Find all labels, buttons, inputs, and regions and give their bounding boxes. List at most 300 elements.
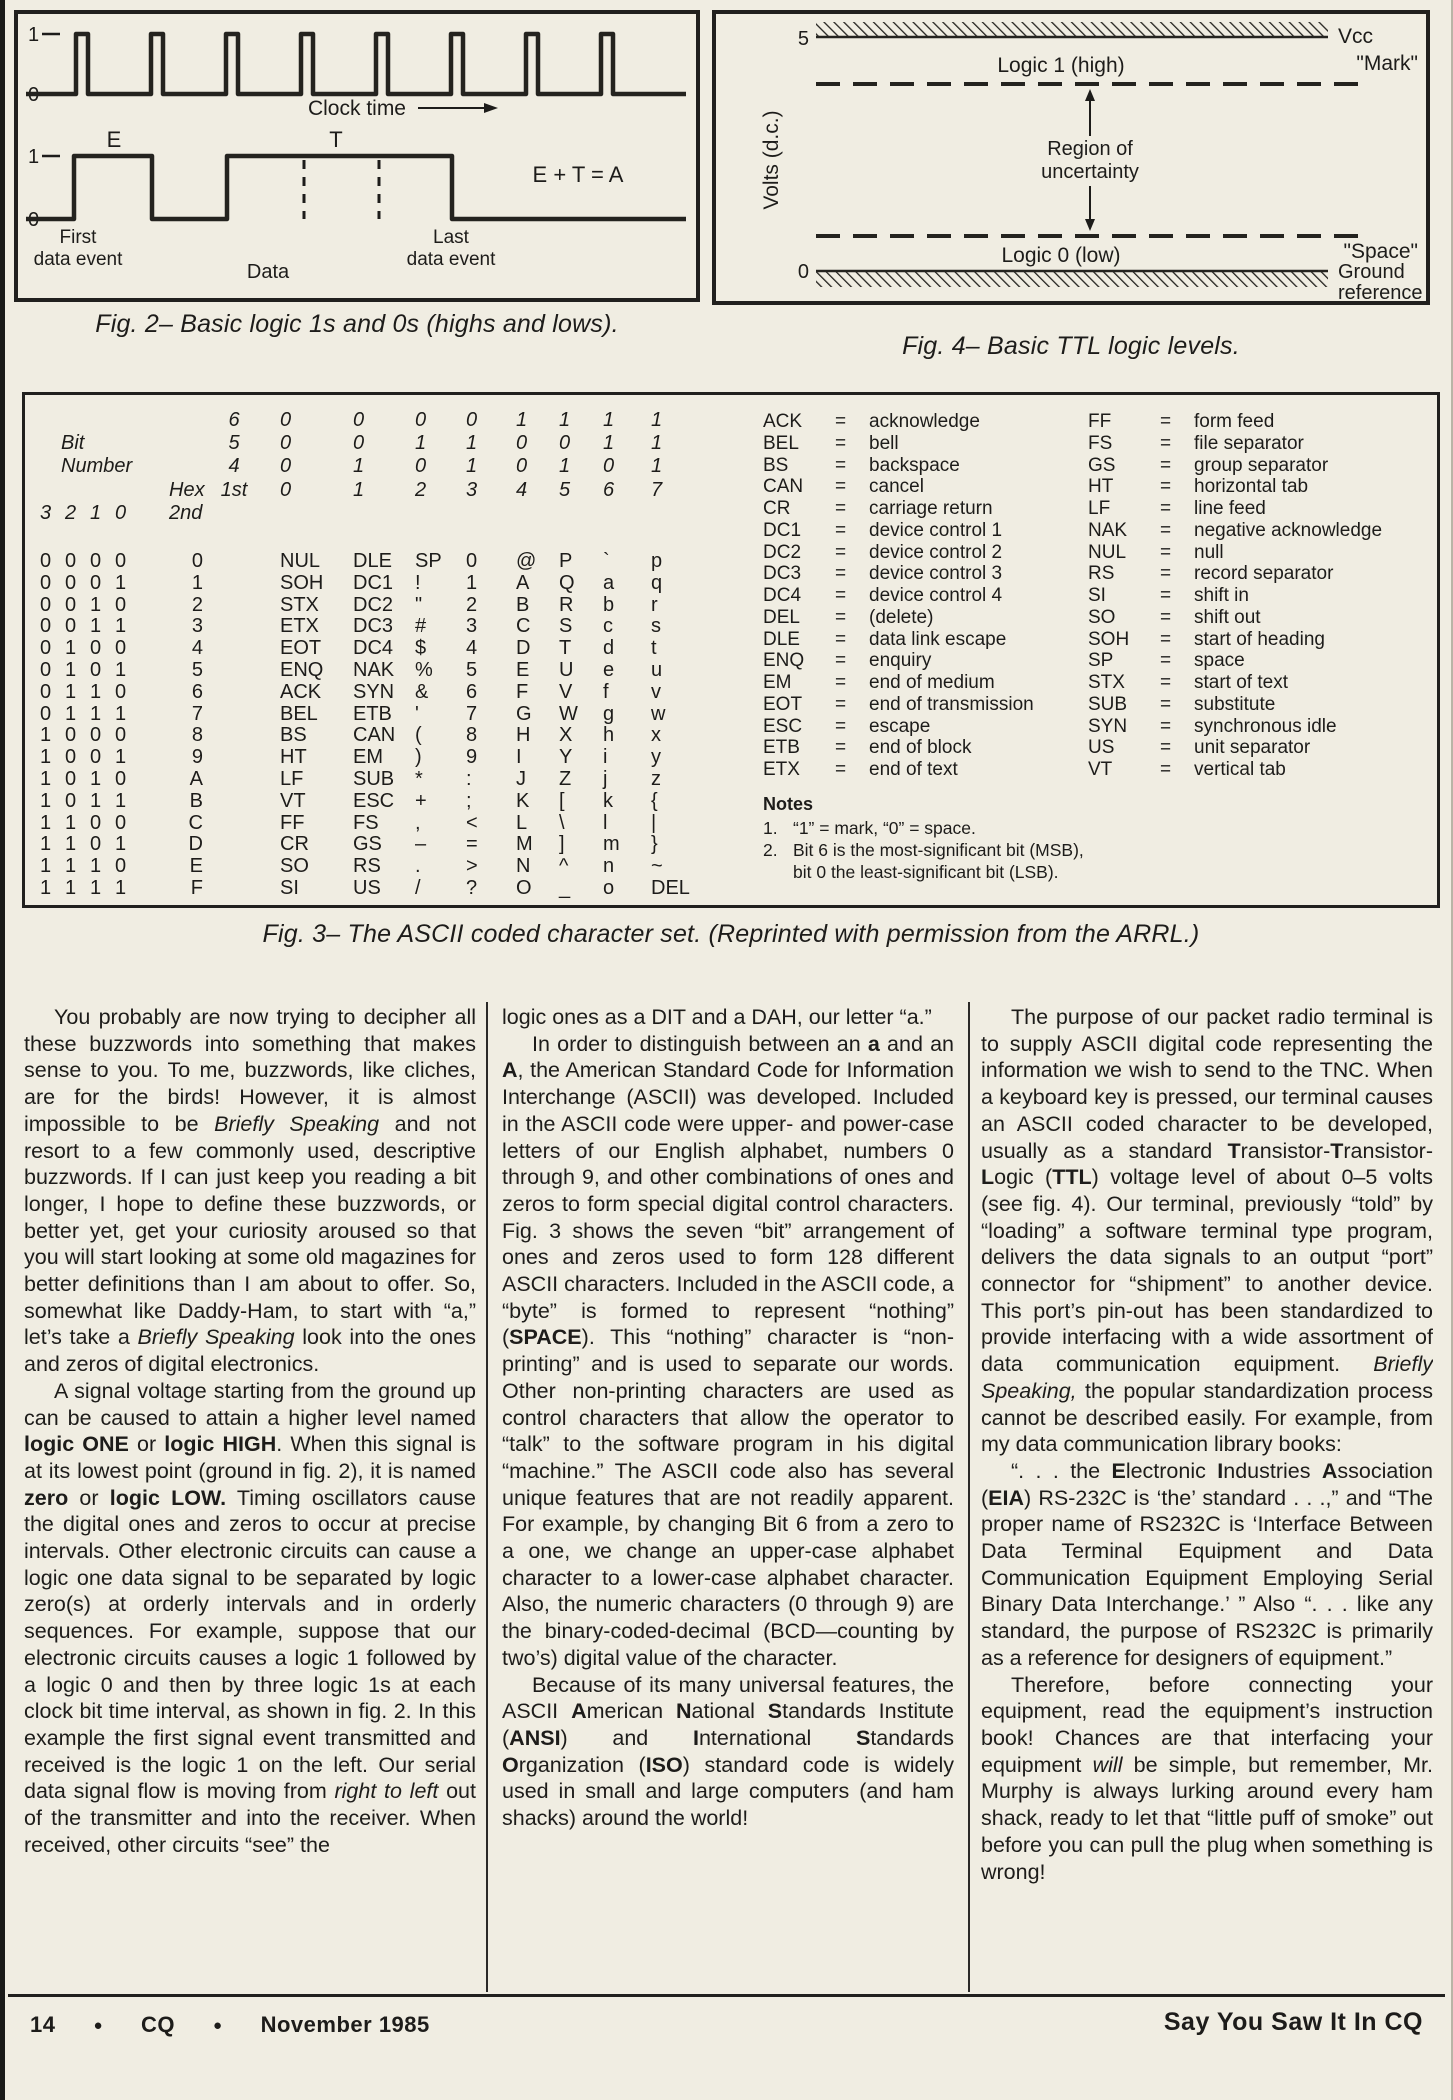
ascii-table-row: [25, 638, 711, 660]
ascii-char: h: [603, 724, 615, 747]
legend-meaning: end of text: [869, 759, 958, 780]
legend-equals: =: [1160, 606, 1172, 628]
scan-edge: [0, 0, 5, 2100]
hex-first-value: 5: [559, 478, 571, 501]
legend-equals: =: [1160, 628, 1172, 650]
bit-value: 1: [89, 789, 102, 812]
legend-item: [741, 629, 1076, 651]
legend-abbr: SI: [1088, 585, 1106, 606]
ascii-char: w: [651, 702, 666, 725]
legend-abbr: STX: [1088, 672, 1125, 693]
ascii-table-row: [25, 551, 711, 573]
legend-item: [741, 433, 1076, 455]
bit-value: 1: [114, 833, 127, 856]
hex-first-value: 6: [603, 478, 615, 501]
clock-low-label: 0: [28, 84, 40, 106]
ascii-table-row: [25, 432, 711, 455]
bit-value: 0: [114, 724, 127, 747]
ascii-table-row: [25, 479, 711, 502]
bit-value: 0: [64, 746, 77, 769]
header-bit-value: 1: [415, 432, 427, 455]
legend-meaning: null: [1194, 541, 1224, 563]
legend-item: [741, 476, 1076, 498]
data-low-label: 0: [28, 209, 40, 231]
hex-second-label: 2nd: [169, 501, 203, 524]
ascii-table-row: [25, 455, 711, 478]
ascii-char: A: [516, 571, 530, 594]
ascii-char: ": [415, 593, 423, 616]
hex-first-value: 7: [651, 478, 663, 501]
clock-waveform: [26, 34, 686, 94]
legend-equals: =: [1160, 454, 1172, 476]
legend-item: [1066, 716, 1436, 738]
ascii-char: J: [516, 767, 526, 790]
legend-meaning: carriage return: [869, 498, 993, 519]
fig2-caption: Fig. 2– Basic logic 1s and 0s (highs and lows).: [95, 310, 619, 338]
legend-item: [741, 542, 1076, 564]
legend-meaning: negative acknowledge: [1194, 519, 1383, 541]
legend-meaning: shift out: [1194, 606, 1261, 628]
legend-item: [741, 650, 1076, 672]
legend-item: [1066, 585, 1436, 607]
legend-item: [741, 520, 1076, 542]
header-bit-value: 1: [559, 455, 571, 478]
legend-meaning: backspace: [869, 454, 960, 476]
legend-equals: =: [835, 715, 847, 737]
bit-value: 0: [114, 549, 127, 572]
legend-meaning: unit separator: [1194, 737, 1311, 759]
legend-equals: =: [1160, 411, 1172, 432]
bit-value: 0: [64, 767, 77, 790]
bit-value: 0: [64, 724, 77, 747]
legend-item: [741, 455, 1076, 477]
bit-value: 0: [89, 746, 102, 769]
legend-abbr: DC4: [763, 585, 802, 606]
paragraph: “. . . the Electronic Industries Association (EIA) RS-232C is ‘the’ standard . . .,” and “The proper name of RS232C is ‘Interface Between Data Terminal Equipment and Data Communication Equipment Employing Serial Binary Data Interchange.’ ” Also “. . . like any standard, the purpose of RS232C is primarily as a reference for designers of equipment.”: [981, 1458, 1433, 1670]
legend-item: [1066, 672, 1436, 694]
ascii-char: \: [559, 811, 565, 834]
legend-abbr: SOH: [1088, 628, 1130, 650]
hex-value: 5: [191, 658, 203, 681]
bit-number-label: Number: [61, 455, 133, 478]
ascii-char: ESC: [353, 789, 395, 812]
ascii-char: H: [516, 724, 531, 747]
header-bit-value: 1: [651, 455, 663, 478]
legend-item: [741, 563, 1076, 585]
legend-equals: =: [835, 563, 847, 585]
ascii-char: f: [603, 680, 609, 703]
ascii-char: 5: [466, 658, 478, 681]
ascii-char: EOT: [280, 637, 322, 660]
ascii-char: @: [516, 549, 537, 572]
ascii-char: M: [516, 833, 533, 856]
region-label: uncertainty: [1041, 161, 1139, 183]
low-bit-label: 2: [64, 501, 77, 524]
ascii-char: ;: [466, 789, 472, 812]
header-bit-value: 1: [353, 455, 365, 478]
column-divider: [486, 1002, 488, 1992]
hex-value: D: [188, 833, 203, 856]
ascii-char: %: [415, 658, 433, 681]
bit-value: 1: [114, 702, 127, 725]
header-bit-value: 0: [516, 455, 528, 478]
zero-volt-tick: 0: [797, 261, 809, 283]
ascii-char: L: [516, 811, 528, 834]
ascii-char: US: [353, 876, 381, 899]
legend-equals: =: [1160, 498, 1172, 519]
ascii-char: SO: [280, 855, 309, 878]
legend-equals: =: [835, 759, 847, 780]
bit-value: 0: [64, 571, 77, 594]
bit-value: 1: [64, 637, 77, 660]
header-bit-value: 1: [516, 409, 528, 431]
legend-equals: =: [1160, 563, 1172, 585]
header-bit-value: 0: [603, 455, 615, 478]
ascii-char: <: [466, 811, 478, 834]
ground-reference-label: reference: [1338, 282, 1423, 301]
ascii-char: DC1: [353, 571, 394, 594]
legend-equals: =: [835, 432, 847, 454]
legend-item: [741, 498, 1076, 520]
legend-abbr: RS: [1088, 563, 1115, 585]
ascii-char: G: [516, 702, 532, 725]
bit-value: 0: [89, 637, 102, 660]
legend-abbr: CR: [763, 498, 791, 519]
ascii-char: }: [651, 833, 658, 856]
ascii-char: n: [603, 855, 615, 878]
legend-abbr: ETX: [763, 759, 800, 780]
legend-meaning: start of heading: [1194, 628, 1325, 650]
clock-high-label: 1: [28, 24, 40, 46]
header-bit-value: 0: [516, 432, 528, 455]
bit-value: 0: [39, 615, 52, 638]
ascii-char: *: [415, 767, 423, 790]
legend-abbr: LF: [1088, 498, 1111, 519]
bit-value: 1: [89, 593, 102, 616]
bit-value: 0: [89, 724, 102, 747]
ascii-char: ,: [415, 811, 421, 834]
bit-value: 1: [114, 658, 127, 681]
hex-value: 1: [191, 571, 203, 594]
ascii-char: 1: [466, 571, 478, 594]
ground-reference-label: Ground: [1338, 261, 1405, 283]
ascii-char: {: [651, 789, 658, 812]
bit-value: 1: [114, 876, 127, 899]
legend-meaning: device control 3: [869, 563, 1003, 585]
header-bit-value: 0: [280, 432, 292, 455]
volts-axis-label: Volts (d.c.): [760, 110, 783, 210]
legend-item: [1066, 411, 1436, 433]
notes-title: Notes: [763, 793, 814, 814]
bit-value: 1: [39, 767, 52, 790]
legend-meaning: group separator: [1194, 454, 1329, 476]
hex-value: B: [189, 789, 203, 812]
legend-item: [1066, 737, 1436, 759]
bit-value: 1: [64, 876, 77, 899]
footer-slogan: Say You Saw It In CQ: [1163, 2008, 1423, 2036]
hex-value: A: [189, 767, 203, 790]
bit-value: 1: [114, 615, 127, 638]
legend-equals: =: [835, 672, 847, 693]
paragraph: In order to distinguish between an a and an A, the American Standard Code for Information Interchange (ASCII) was developed. Included in the ASCII code were upper- and power-case letters of our English alphabet, numbers 0 through 9, and other combinations of ones and zeros to form special digital control characters. Fig. 3 shows the seven “bit” arrangement of ones and zeros used to form 128 different ASCII characters. Included in the ASCII code, a “byte” is formed to represent “nothing” (SPACE). This “nothing” character is “non-printing” and is used to separate our words. Other non-printing characters are used as control characters that allow the operator to “talk” to the software program in his digital “machine.” The ASCII code also has several unique features that are not readily apparent. For example, by changing Bit 6 from a zero to a one, we change an upper-case alphabet character to a lower-case alphabet character. Also, the numeric characters (0 through 9) are the binary-coded-decimal (BCD—counting by two’s) digital value of the character.: [502, 1031, 954, 1670]
first-data-event-label: data event: [33, 249, 123, 270]
fig4-svg: [716, 14, 1426, 301]
legend-abbr: DEL: [763, 606, 800, 628]
ascii-char: |: [651, 811, 657, 834]
hex-value: 2: [191, 593, 203, 616]
ascii-char: DLE: [353, 549, 392, 572]
legend-abbr: US: [1088, 737, 1115, 759]
ascii-char: 3: [466, 615, 478, 638]
ascii-char: x: [651, 724, 661, 747]
bit-value: 0: [64, 593, 77, 616]
low-bit-label: 3: [39, 501, 52, 524]
ascii-char: F: [516, 680, 529, 703]
ascii-char: CAN: [353, 724, 396, 747]
legend-abbr: ESC: [763, 715, 803, 737]
bit-value: 0: [89, 549, 102, 572]
ascii-char: BEL: [280, 702, 318, 725]
magazine-name: CQ: [141, 2012, 176, 2037]
ascii-char: DC3: [353, 615, 394, 638]
ascii-char: K: [516, 789, 530, 812]
ascii-char: d: [603, 637, 615, 660]
ascii-legend-column-a: [741, 411, 1084, 883]
paragraph: logic ones as a DIT and a DAH, our letter “a.”: [502, 1005, 932, 1029]
bit-value: 0: [64, 549, 77, 572]
ascii-char: RS: [353, 855, 381, 878]
bullet-icon: ●: [213, 2016, 223, 2034]
fig3-caption: Fig. 3– The ASCII coded character set. (Reprinted with permission from the ARRL.): [262, 920, 1200, 948]
ascii-char: `: [603, 549, 610, 572]
hex-value: F: [190, 876, 203, 899]
legend-meaning: substitute: [1194, 693, 1276, 715]
ascii-char: m: [603, 833, 620, 856]
legend-item: [741, 759, 1076, 781]
legend-item: [1066, 650, 1436, 672]
ascii-char: LF: [280, 767, 304, 790]
legend-abbr: DC2: [763, 541, 802, 563]
legend-meaning: line feed: [1194, 498, 1266, 519]
ascii-char: ): [415, 746, 422, 769]
ascii-char: N: [516, 855, 531, 878]
legend-abbr: VT: [1088, 759, 1113, 780]
legend-item: [741, 694, 1076, 716]
paragraph: A signal voltage starting from the ground up can be caused to attain a higher level named logic ONE or logic HIGH. When this signal is at its lowest point (ground in fig. 2), it is named zero or logic LOW. Timing oscillators cause the digital ones and zeros to occur at precise intervals. Other electronic circuits can cause a logic one data signal to be separated by logic zero(s) at orderly intervals and in orderly sequences. For example, suppose that our electronic circuits causes a logic 1 followed by a logic 0 and then by three logic 1s at each clock bit time interval, as shown in fig. 2. In this example the first signal event transmitted and received is the logic 1 on the left. Our serial data signal flow is moving from right to left out of the transmitter and into the receiver. When received, other circuits “see” the: [24, 1378, 476, 1857]
ascii-char: DC4: [353, 637, 394, 660]
bit-value: 1: [89, 702, 102, 725]
ascii-char: b: [603, 593, 615, 616]
ascii-char: ACK: [280, 680, 322, 703]
legend-abbr: GS: [1088, 454, 1116, 476]
legend-equals: =: [835, 737, 847, 759]
ascii-table-row: [25, 747, 711, 769]
legend-abbr: EOT: [763, 693, 803, 715]
paragraph: Therefore, before connecting your equipment, read the equipment’s instruction book! Chances are that interfacing your equipment will be simple, but remember, Mr. Murphy is always lurking around every ham shack, ready to let that “little puff of smoke” out before you can pull the plug when something is wrong!: [981, 1672, 1433, 1884]
legend-meaning: end of block: [869, 737, 972, 759]
first-data-event-label: First: [59, 227, 97, 248]
ascii-char: R: [559, 593, 574, 616]
hex-first-label: 1st: [220, 478, 248, 501]
legend-abbr: ACK: [763, 411, 803, 432]
fig4-caption: Fig. 4– Basic TTL logic levels.: [902, 332, 1240, 360]
hex-first-value: 4: [516, 478, 528, 501]
bit-value: 1: [39, 724, 52, 747]
bit-index: 4: [228, 455, 240, 478]
header-bit-value: 1: [603, 409, 615, 431]
ascii-legend-column-b: [1066, 411, 1436, 781]
ascii-char: ETX: [280, 615, 319, 638]
ascii-table-row: [25, 573, 711, 595]
ascii-code-grid: [25, 409, 711, 900]
ascii-char: NUL: [280, 549, 321, 572]
legend-equals: =: [1160, 476, 1172, 498]
note-number: 1.: [763, 817, 778, 838]
legend-item: [1066, 629, 1436, 651]
legend-equals: =: [1160, 650, 1172, 672]
footer-rule: [8, 1994, 1445, 1997]
legend-meaning: cancel: [869, 476, 924, 498]
ascii-table-row: [25, 856, 711, 878]
legend-equals: =: [835, 498, 847, 519]
legend-equals: =: [1160, 737, 1172, 759]
ascii-char: u: [651, 658, 663, 681]
legend-equals: =: [835, 693, 847, 715]
legend-abbr: FS: [1088, 432, 1113, 454]
ascii-char: Z: [559, 767, 572, 790]
ascii-char: l: [603, 811, 608, 834]
legend-meaning: horizontal tab: [1194, 476, 1309, 498]
bit-value: 0: [89, 658, 102, 681]
legend-item: [1066, 759, 1436, 781]
header-bit-value: 1: [603, 432, 615, 455]
ascii-char: C: [516, 615, 531, 638]
ascii-table-row: [25, 813, 711, 835]
region-label: Region of: [1047, 138, 1133, 160]
legend-equals: =: [835, 519, 847, 541]
ascii-char: E: [516, 658, 530, 681]
low-bit-label: 0: [114, 501, 127, 524]
page-number: 14: [30, 2012, 56, 2037]
legend-abbr: SP: [1088, 650, 1114, 672]
bit-value: 1: [39, 855, 52, 878]
low-bit-label: 1: [89, 501, 102, 524]
ascii-char: SI: [280, 876, 299, 899]
bit-value: 1: [64, 811, 77, 834]
header-bit-value: 0: [280, 409, 292, 431]
hex-label: Hex: [169, 478, 205, 501]
logic0-label: Logic 0 (low): [1001, 244, 1121, 267]
legend-equals: =: [1160, 693, 1172, 715]
note-item: [763, 839, 1103, 883]
legend-abbr: BS: [763, 454, 789, 476]
bit-value: 1: [39, 811, 52, 834]
legend-abbr: SYN: [1088, 715, 1128, 737]
legend-meaning: end of transmission: [869, 693, 1034, 715]
legend-equals: =: [1160, 585, 1172, 606]
legend-equals: =: [835, 650, 847, 672]
legend-abbr: NAK: [1088, 519, 1128, 541]
ascii-char: !: [415, 571, 421, 594]
legend-abbr: DLE: [763, 628, 800, 650]
paragraph: You probably are now trying to decipher all these buzzwords into something that makes sense to you. To me, buzzwords, like cliches, are for the birds! However, it is almost impossible to be Briefly Speaking and not resort to a few commonly used, descriptive buzzwords. If I can just keep you reading a bit longer, I hope to define these buzzwords, or better yet, get your curiosity aroused so that you will start looking at some old magazines for better definitions than I am about to offer. So, somewhat like Daddy-Ham, to start with “a,” let’s take a Briefly Speaking look into the ones and zeros of digital electronics.: [24, 1005, 476, 1377]
legend-abbr: SUB: [1088, 693, 1128, 715]
equation-label: E + T = A: [532, 162, 624, 187]
ascii-char: p: [651, 549, 663, 572]
hex-first-value: 3: [466, 478, 478, 501]
note-text: “1” = mark, “0” = space.: [793, 817, 976, 838]
hex-value: 6: [191, 680, 203, 703]
legend-meaning: synchronous idle: [1194, 715, 1337, 737]
ascii-char: X: [559, 724, 573, 747]
header-bit-value: 0: [559, 432, 571, 455]
legend-item: [1066, 476, 1436, 498]
ascii-char: 6: [466, 680, 478, 703]
ascii-char: 4: [466, 637, 478, 660]
bit-value: 0: [39, 593, 52, 616]
ascii-char: HT: [280, 746, 307, 769]
bullet-icon: ●: [93, 2016, 104, 2034]
bit-value: 1: [64, 702, 77, 725]
footer-left: [30, 2012, 430, 2038]
legend-item: [741, 585, 1076, 607]
ascii-char: .: [415, 855, 421, 878]
ascii-char: #: [415, 615, 427, 638]
hex-value: 8: [191, 724, 203, 747]
ascii-char: O: [516, 876, 532, 899]
legend-abbr: NUL: [1088, 541, 1127, 563]
bit-value: 0: [39, 571, 52, 594]
hex-first-value: 1: [353, 478, 365, 501]
clock-time-label: Clock time: [307, 97, 406, 120]
note-item: [763, 817, 1103, 839]
hex-value: E: [189, 855, 203, 878]
legend-item: [1066, 694, 1436, 716]
ascii-char: j: [603, 767, 608, 790]
header-bit-value: 1: [651, 432, 663, 455]
legend-abbr: BEL: [763, 432, 799, 454]
ascii-char: Q: [559, 571, 575, 594]
ascii-char: k: [603, 789, 613, 812]
ascii-char: 7: [466, 702, 478, 725]
bit-value: 1: [89, 615, 102, 638]
ascii-char: CR: [280, 833, 309, 856]
bit-value: 1: [64, 680, 77, 703]
ascii-char: DC2: [353, 593, 394, 616]
legend-equals: =: [835, 606, 847, 628]
ascii-table-row: [25, 682, 711, 704]
bit-value: 0: [39, 702, 52, 725]
header-bit-value: 1: [559, 409, 571, 431]
ascii-char: Y: [559, 746, 573, 769]
legend-item: [1066, 520, 1436, 542]
ascii-char: 2: [466, 593, 478, 616]
last-data-event-label: data event: [406, 249, 496, 270]
ascii-char: s: [651, 615, 661, 638]
bit-value: 0: [89, 811, 102, 834]
ascii-char: 9: [466, 746, 478, 769]
legend-meaning: end of medium: [869, 672, 995, 693]
hex-first-value: 0: [280, 478, 292, 501]
hex-value: 7: [191, 702, 203, 725]
bit-value: 1: [89, 767, 102, 790]
legend-meaning: vertical tab: [1194, 759, 1286, 780]
ascii-char: BS: [280, 724, 307, 747]
ascii-char: 8: [466, 724, 478, 747]
bit-value: 1: [64, 658, 77, 681]
legend-item: [741, 716, 1076, 738]
legend-meaning: space: [1194, 650, 1245, 672]
